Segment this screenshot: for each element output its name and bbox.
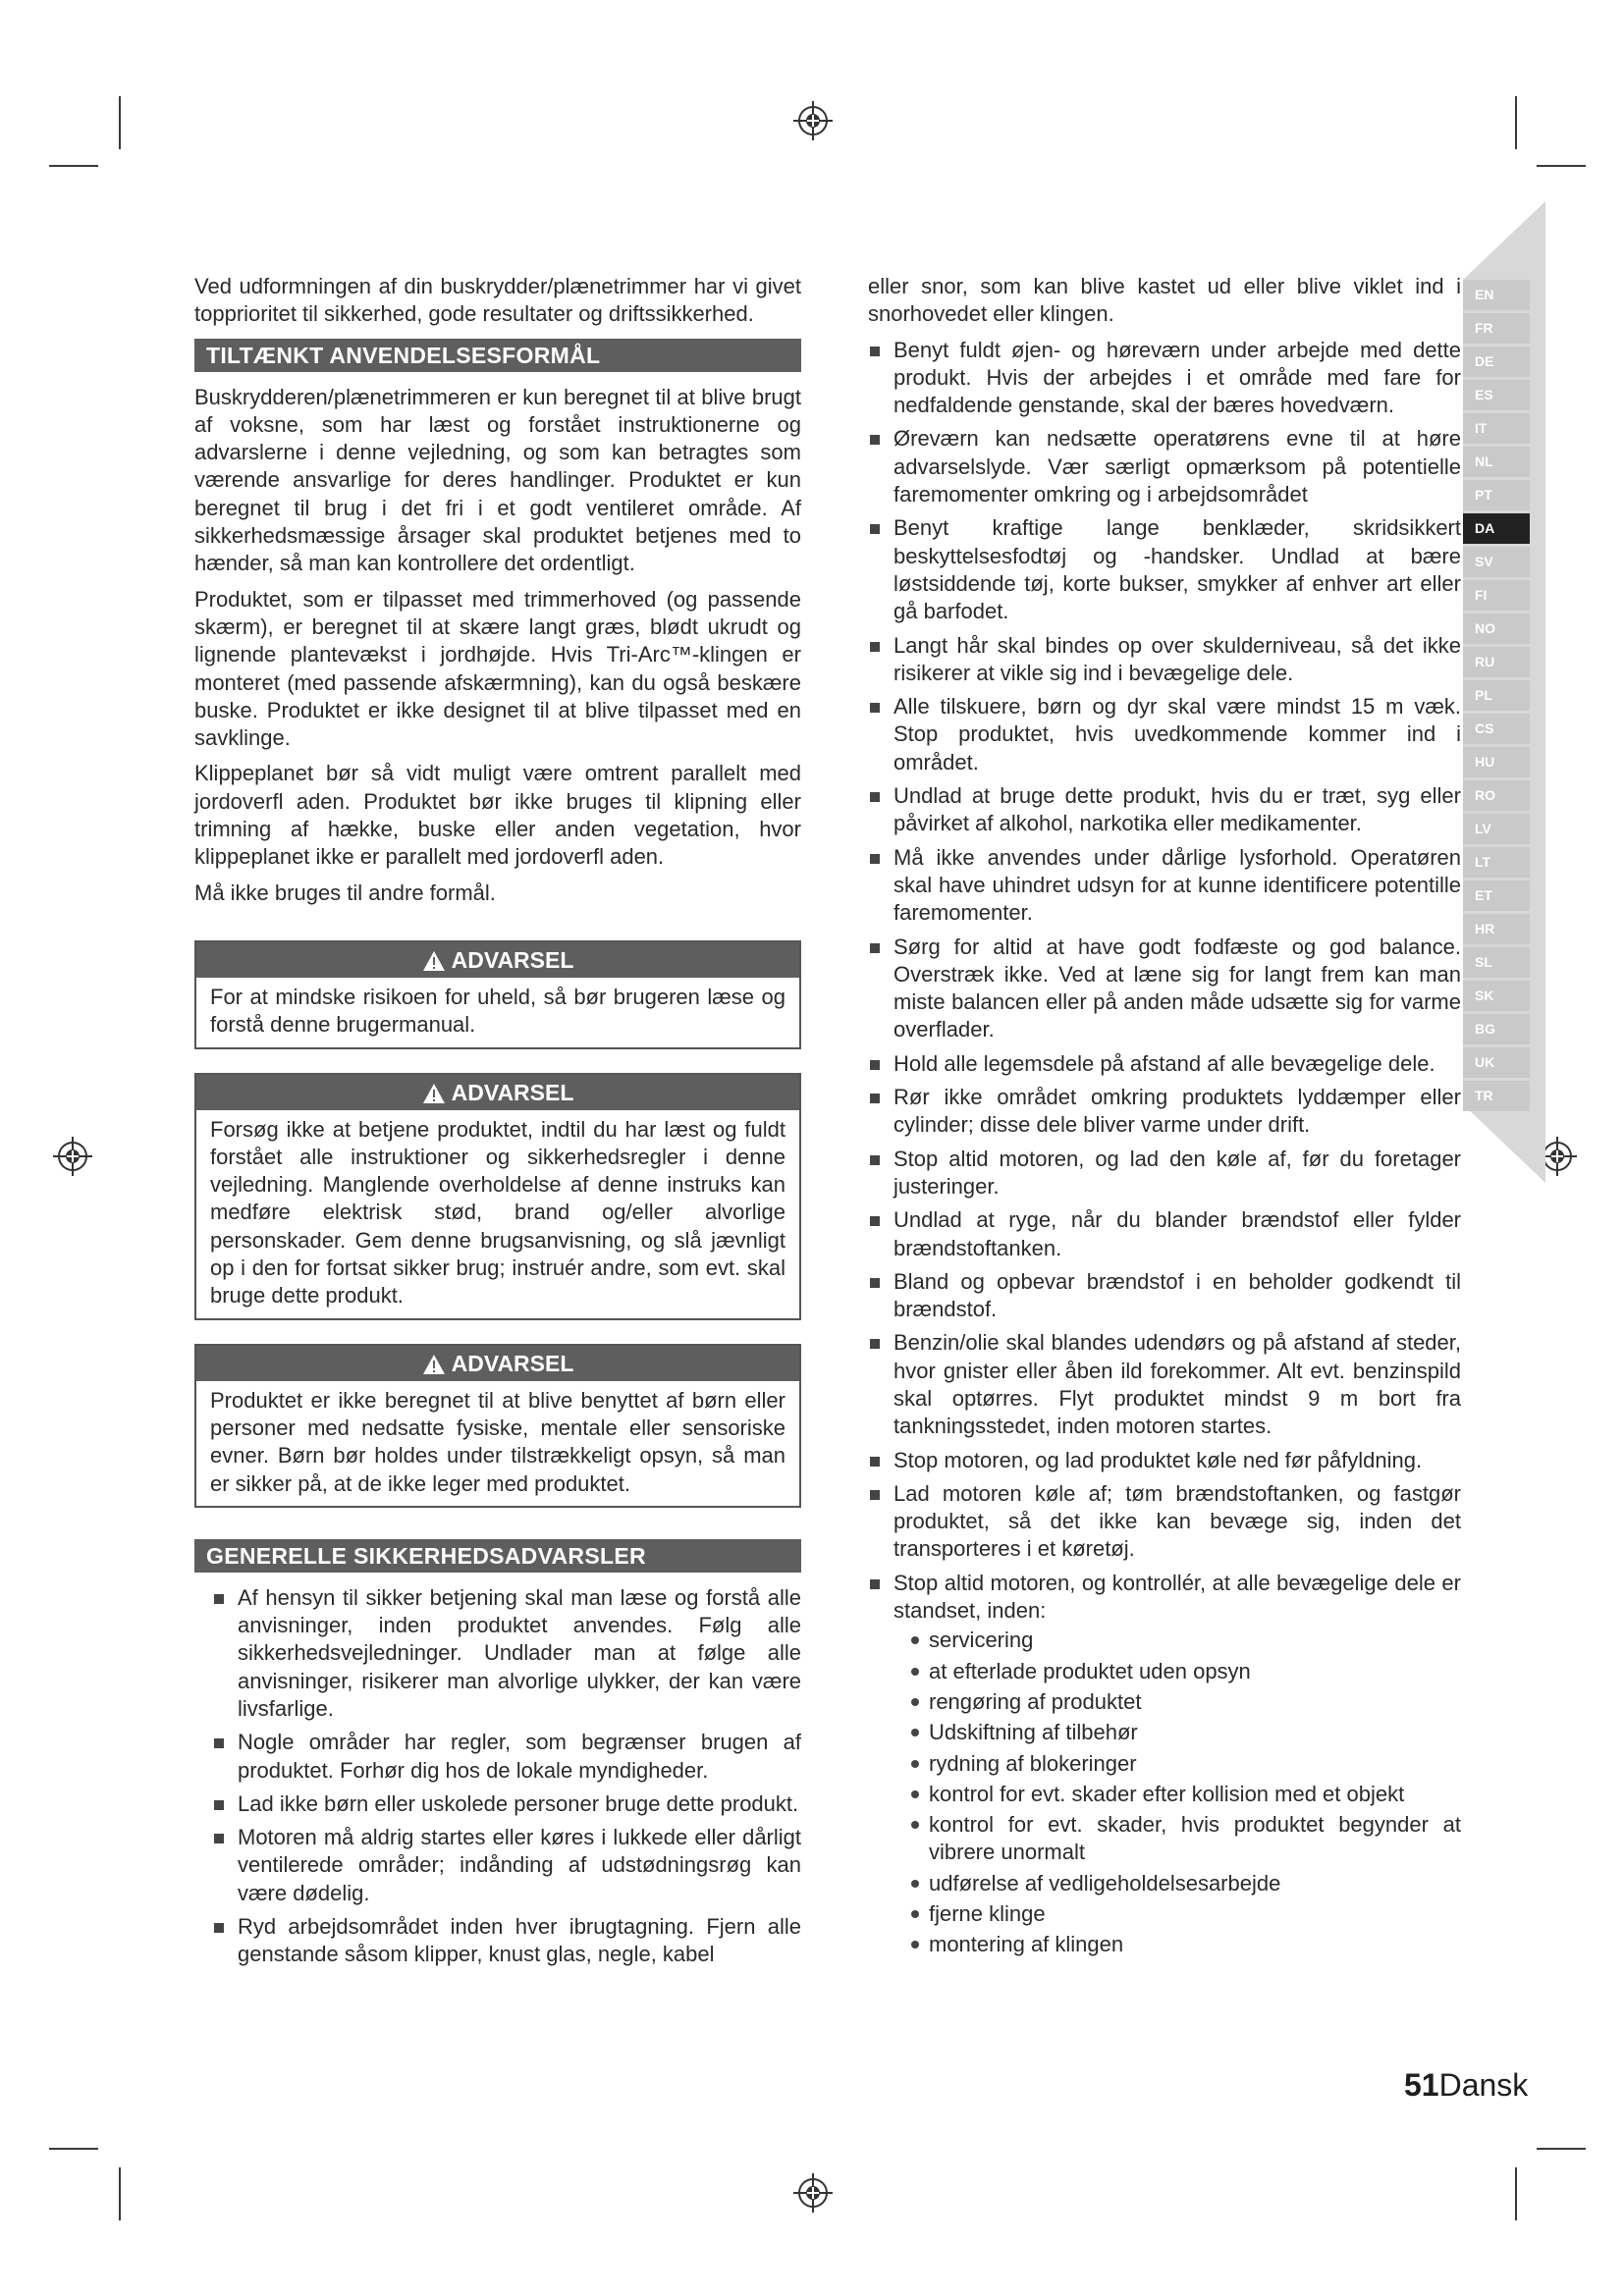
language-tab-hr: HR [1463,914,1530,944]
intro-paragraph: Ved udformningen af din buskrydder/plænetrimmer har vi givet topprioritet til sikkerhed, gode resultater og driftssikkerhed. [194,274,801,327]
list-item: Stop motoren, og lad produktet køle ned før påfyldning. [868,1447,1461,1474]
language-tab-hu: HU [1463,747,1530,777]
crop-mark [1515,2167,1517,2220]
language-tab-ru: RU [1463,647,1530,677]
sub-list-item: rengøring af produktet [907,1688,1461,1716]
language-tab-sv: SV [1463,547,1530,577]
paragraph: Må ikke bruges til andre formål. [194,880,496,905]
language-tab-nl: NL [1463,447,1530,477]
list-item: Langt hår skal bindes op over skulderniveau, så det ikke risikerer at vikle sig ind i bevægelige dele. [868,632,1461,688]
crop-mark [1537,165,1586,167]
list-item [868,1570,1461,1959]
language-tab-en: EN [1463,280,1530,310]
crop-mark [49,2148,98,2150]
language-tab-tr: TR [1463,1081,1530,1111]
language-tab-da: DA [1463,513,1530,544]
sub-list-item: servicering [907,1627,1461,1654]
warning-box [194,1344,801,1508]
list-item: Hold alle legemsdele på afstand af alle bevægelige dele. [868,1050,1461,1078]
language-tab-bg: BG [1463,1014,1530,1044]
warning-header [196,942,799,978]
crop-mark [119,2167,121,2220]
language-tab-es: ES [1463,380,1530,410]
list-item: Stop altid motoren, og lad den køle af, før du foretager justeringer. [868,1146,1461,1201]
sub-list-item: udførelse af vedligeholdelsesarbejde [907,1870,1461,1897]
sub-list [893,1627,1461,1958]
sub-list-item: Udskiftning af tilbehør [907,1719,1461,1746]
list-item: Øreværn kan nedsætte operatørens evne til at høre advarselslyde. Vær særligt opmærksom på potentielle faremomenter omkring og i arbejdsområdet [868,425,1461,508]
list-item: Benzin/olie skal blandes udendørs og på afstand af steder, hvor gnister eller åben ild forekommer. Alt evt. benzinspild skal optørres. Flyt produktet mindst 9 m bort fra tankningsstedet, inden motoren startes. [868,1329,1461,1440]
warning-triangle-icon [422,950,446,972]
continuation-text: eller snor, som kan blive kastet ud eller blive viklet ind i snorhovedet eller klingen. [868,274,1461,327]
warning-header [196,1346,799,1381]
language-tab-cs: CS [1463,714,1530,744]
warning-triangle-icon [422,1083,446,1104]
language-tab-lv: LV [1463,814,1530,844]
language-tab-pt: PT [1463,480,1530,510]
registration-mark-icon [53,1137,92,1176]
registration-mark-icon [793,2173,833,2213]
paragraph: Buskrydderen/plænetrimmeren er kun beregnet til at blive brugt af voksne, som har læst og forstået instruktionerne og advarslerne i denne vejledning, og som kan betragtes som værende ansvarlige for deres handlinger. Produktet er kun beregnet til brug i det fri i et godt ventileret område. Af sikkerhedsmæssige årsager skal produktet betjenes med to hænder, så man kan kontrollere det ordentligt. [194,384,801,576]
language-tab-lt: LT [1463,847,1530,878]
warning-text: Produktet er ikke beregnet til at blive benyttet af børn eller personer med nedsatte fysiske, mentale eller sensoriske evner. Børn bør holdes under tilstrækkeligt opsyn, så man er sikker på, at de ikke leger med produktet. [210,1387,785,1496]
sub-list-item: at efterlade produktet uden opsyn [907,1658,1461,1685]
warning-title: ADVARSEL [451,946,574,973]
warning-header [196,1075,799,1110]
warning-box [194,940,801,1049]
sub-list-item: kontrol for evt. skader, hvis produktet begynder at vibrere unormalt [907,1811,1461,1867]
list-item: Ryd arbejdsområdet inden hver ibrugtagning. Fjern alle genstande såsom klipper, knust glas, negle, kabel [212,1913,801,1969]
language-tab-de: DE [1463,347,1530,377]
warning-title: ADVARSEL [451,1350,574,1376]
list-item: Motoren må aldrig startes eller køres i lukkede eller dårligt ventilerede områder; indånding af udstødningsrøg kan være dødelig. [212,1824,801,1907]
language-tab-no: NO [1463,614,1530,644]
list-item: Undlad at ryge, når du blander brændstof eller fylder brændstoftanken. [868,1206,1461,1262]
right-column [868,273,1461,1965]
list-item: Nogle områder har regler, som begrænser brugen af produktet. Forhør dig hos de lokale myndigheder. [212,1729,801,1785]
language-tab-uk: UK [1463,1047,1530,1078]
list-item: Af hensyn til sikker betjening skal man læse og forstå alle anvisninger, inden produktet anvendes. Følg alle sikkerhedsvejledninger. Undlader man at følge alle anvisninger, risikerer man alvorlige ulykker, der kan være livsfarlige. [212,1584,801,1723]
list-item: Benyt fuldt øjen- og høreværn under arbejde med dette produkt. Hvis der arbejdes i et område med fare for nedfaldende genstande, skal der bæres hovedværn. [868,337,1461,420]
list-item: Må ikke anvendes under dårlige lysforhold. Operatøren skal have uhindret udsyn for at kunne identificere potentille faremomenter. [868,844,1461,928]
left-column [194,273,801,1975]
list-item: Rør ikke området omkring produktets lyddæmper eller cylinder; disse dele bliver varme under drift. [868,1084,1461,1140]
crop-mark [1515,96,1517,149]
page-footer [1404,2067,1528,2104]
list-item-text: Stop altid motoren, og kontrollér, at alle bevægelige dele er standset, inden: [893,1570,1461,1624]
section-heading-intended-use: TILTÆNKT ANVENDELSESFORMÅL [194,339,801,372]
sub-list-item: fjerne klinge [907,1900,1461,1928]
language-tab-fr: FR [1463,313,1530,344]
safety-list-right [868,337,1461,1959]
list-item: Alle tilskuere, børn og dyr skal være mindst 15 m væk. Stop produktet, hvis uvedkommende kommer ind i området. [868,693,1461,776]
registration-mark-icon [793,101,833,140]
language-tab-it: IT [1463,413,1530,444]
safety-list-left [194,1584,801,1969]
language-tab-sl: SL [1463,947,1530,978]
warning-title: ADVARSEL [451,1079,574,1105]
sub-list-item: rydning af blokeringer [907,1750,1461,1778]
list-item: Undlad at bruge dette produkt, hvis du er træt, syg eller påvirket af alkohol, narkotika eller medikamenter. [868,782,1461,838]
language-tab-pl: PL [1463,680,1530,711]
language-name: Dansk [1438,2067,1529,2103]
language-tab-ro: RO [1463,780,1530,811]
crop-mark [1537,2148,1586,2150]
paragraph: Klippeplanet bør så vidt muligt være omtrent parallelt med jordoverfl aden. Produktet bør ikke bruges til klipning eller trimning af hække, buske eller anden vegetation, hvor klippeplanet ikke er parallelt med jordoverfl aden. [194,761,801,870]
page-number: 51 [1404,2067,1439,2103]
warning-text: For at mindske risikoen for uheld, så bør brugeren læse og forstå denne brugermanual. [210,984,785,1038]
language-tab-sk: SK [1463,981,1530,1011]
paragraph: Produktet, som er tilpasset med trimmerhoved (og passende skærm), er beregnet til at skære langt græs, blødt ukrudt og lignende plantevækst i jordhøjde. Hvis Tri-Arc™-klingen er monteret (med passende afskærmning), kan du også beskære buske. Produktet er ikke designet til at blive tilpasset med en savklinge. [194,586,801,751]
list-item: Lad motoren køle af; tøm brændstoftanken, og fastgør produktet, så det ikke kan bevæge sig, inden det transporteres i et køretøj. [868,1480,1461,1564]
language-tab-et: ET [1463,881,1530,911]
language-tab-fi: FI [1463,580,1530,611]
warning-triangle-icon [422,1354,446,1375]
list-item: Benyt kraftige lange benklæder, skridsikkert beskyttelsesfodtøj og -handsker. Undlad at bære løstsiddende tøj, korte bukser, smykker af enhver art eller gå barfodet. [868,514,1461,625]
warning-text: Forsøg ikke at betjene produktet, indtil du har læst og fuldt forstået alle instruktioner og sikkerhedsregler i denne vejledning. Manglende overholdelse af denne instruks kan medføre elektrisk stød, brand og/eller alvorlige personskader. Gem denne brugsanvisning, og slå jævnligt op i den for fortsat sikker brug; instruér andre, som evt. skal bruge dette produkt. [210,1116,785,1308]
list-item: Bland og opbevar brændstof i en beholder godkendt til brændstof. [868,1268,1461,1324]
sub-list-item: kontrol for evt. skader efter kollision med et objekt [907,1781,1461,1808]
section-heading-general-safety: GENERELLE SIKKERHEDSADVARSLER [194,1539,801,1573]
sub-list-item: montering af klingen [907,1931,1461,1958]
crop-mark [49,165,98,167]
crop-mark [119,96,121,149]
warning-box [194,1073,801,1320]
list-item: Lad ikke børn eller uskolede personer bruge dette produkt. [212,1790,801,1818]
list-item: Sørg for altid at have godt fodfæste og god balance. Overstræk ikke. Ved at læne sig for langt frem kan man miste balancen eller på anden måde udsætte sig for varme overflader. [868,934,1461,1044]
language-tab-list [1463,280,1530,1114]
